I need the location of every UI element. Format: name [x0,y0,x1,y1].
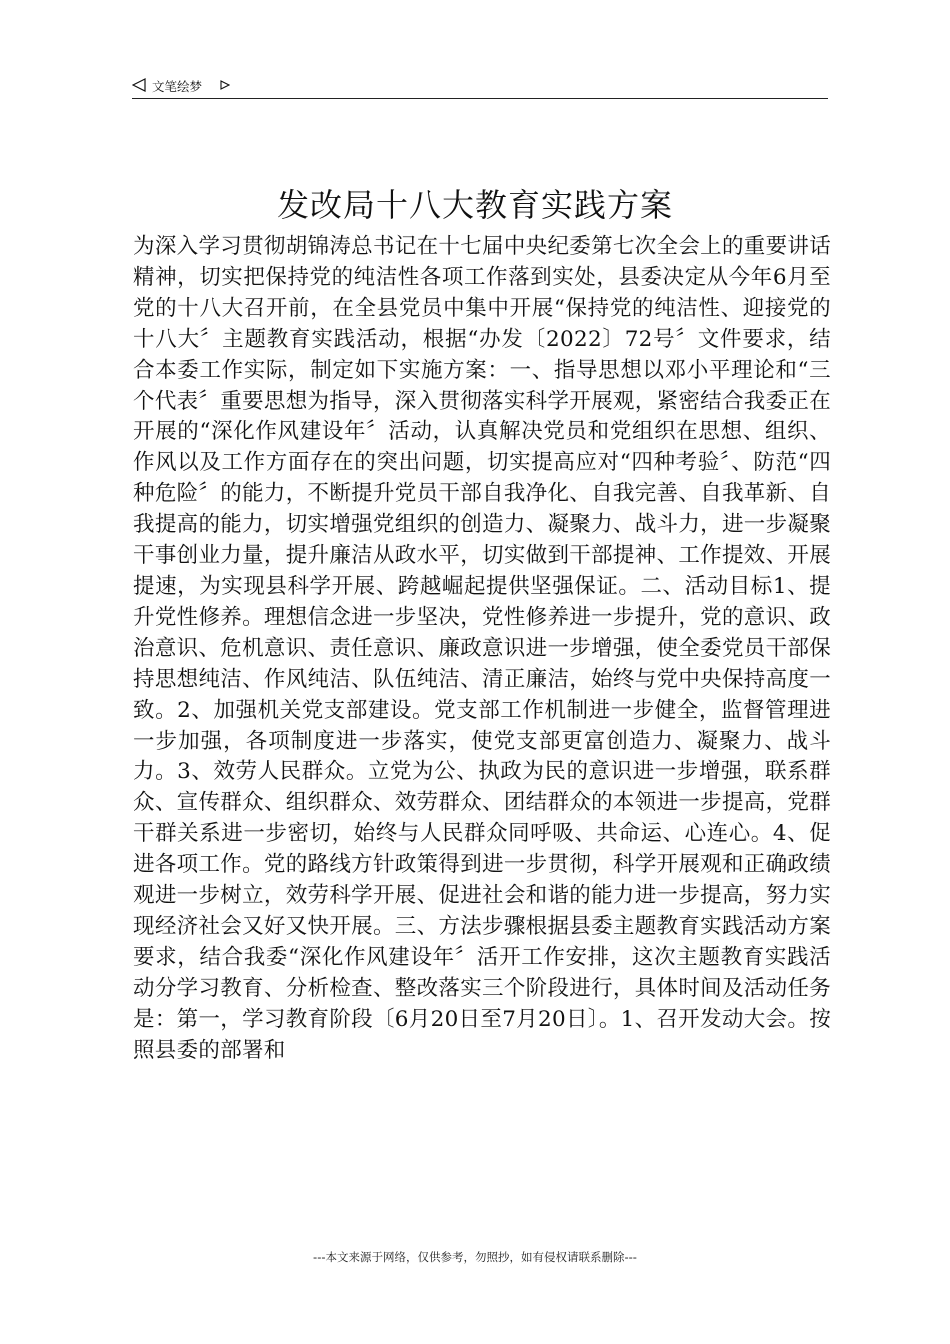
document-title: 发改局十八大教育实践方案 [276,186,673,224]
footer-notice: ---本文来源于网络，仅供参考，勿照抄，如有侵权请联系删除--- [313,1250,637,1264]
triangle-right-outline-icon [220,80,230,90]
triangle-left-outline-icon [132,78,146,92]
header-brand: 文笔绘梦 [152,79,203,94]
page-header [132,74,828,99]
document-body: 为深入学习贯彻胡锦涛总书记在十七届中央纪委第七次全会上的重要讲话精神，切实把保持党的纯洁性各项工作落到实处，县委决定从今年6月至党的十八大召开前，在全县党员中集中开展“保持党的纯洁性、迎接党的十八大〞主题教育实践活动，根据“办发〔2022〕72号〞文件要求，结合本委工作实际，制定如下实施方案：一、指导思想以邓小平理论和“三个代表〞重要思想为指导，深入贯彻落实科学开展观，紧密结合我委正在开展的“深化作风建设年〞活动，认真解决党员和党组织在思想、组织、作风以及工作方面存在的突出问题，切实提高应对“四种考验〞、防范“四种危险〞的能力，不断提升党员干部自我净化、自我完善、自我革新、自我提高的能力，切实增强党组织的创造力、凝聚力、战斗力，进一步凝聚干事创业力量，提升廉洁从政水平，切实做到干部提神、工作提效、开展提速，为实现县科学开展、跨越崛起提供坚强保证。二、活动目标1、提升党性修养。理想信念进一步坚决，党性修养进一步提升，党的意识、政治意识、危机意识、责任意识、廉政意识进一步增强，使全委党员干部保持思想纯洁、作风纯洁、队伍纯洁、清正廉洁，始终与党中央保持高度一致。2、加强机关党支部建设。党支部工作机制进一步健全，监督管理进一步加强，各项制度进一步落实，使党支部更富创造力、凝聚力、战斗力。3、效劳人民群众。立党为公、执政为民的意识进一步增强，联系群众、宣传群众、组织群众、效劳群众、团结群众的本领进一步提高，党群干群关系进一步密切，始终与人民群众同呼吸、共命运、心连心。4、促进各项工作。党的路线方针政策得到进一步贯彻，科学开展观和正确政绩观进一步树立，效劳科学开展、促进社会和谐的能力进一步提高，努力实现经济社会又好又快开展。三、方法步骤根据县委主题教育实践活动方案要求，结合我委“深化作风建设年〞活开工作安排，这次主题教育实践活动分学习教育、分析检查、整改落实三个阶段进行，具体时间及活动任务是：第一，学习教育阶段〔6月20日至7月20日〕。1、召开发动大会。按照县委的部署和 [133,234,831,1063]
